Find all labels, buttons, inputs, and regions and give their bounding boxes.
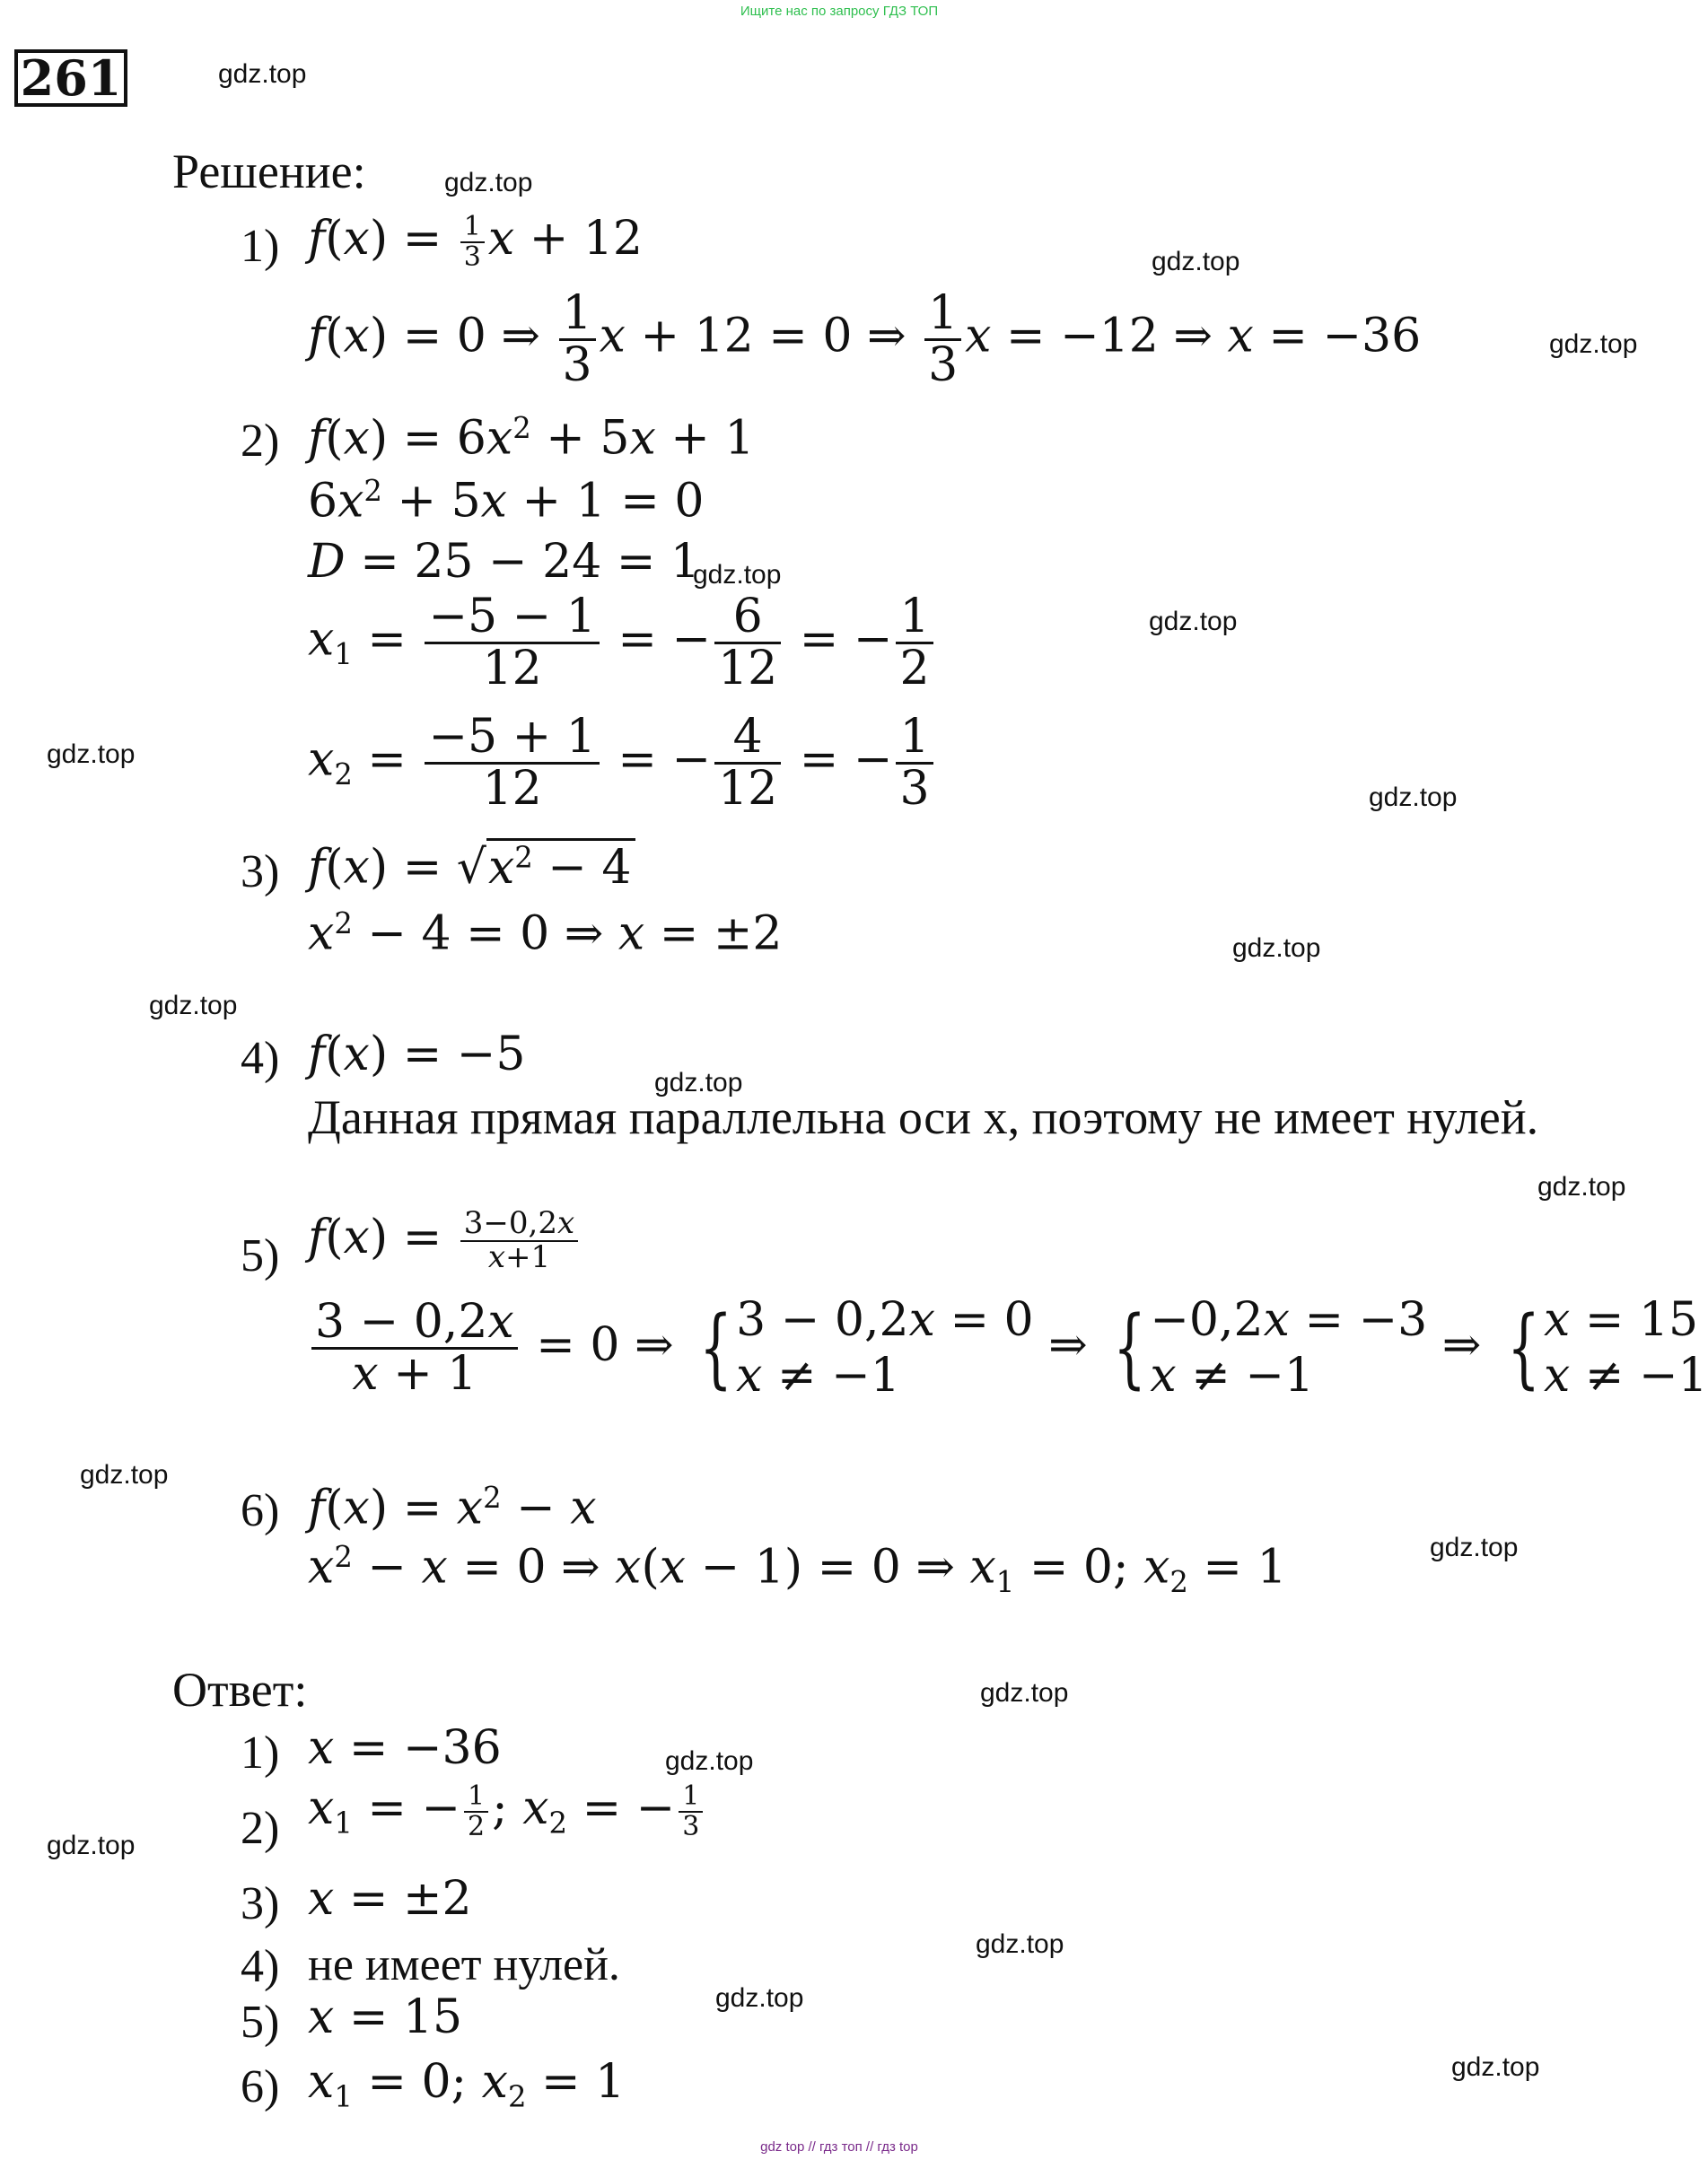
answer-2: $x_1$ = − $\frac{1}{2}$ ; $x_2$ = − $\frac{1}{3}$ — [308, 1781, 706, 1841]
item-3-solution: $x^2 - 4 = 0$ ⇒ x = ±2 — [308, 906, 783, 961]
watermark: gdz.top — [47, 739, 136, 769]
answer-5-number: 5) — [241, 1997, 280, 2048]
watermark: gdz.top — [1451, 2052, 1540, 2082]
item-2-root-1: $x_1$ = $\frac{-5 - 1}{12}$ = − $\frac{6}{12}$ = − $\frac{1}{2}$ — [308, 592, 937, 693]
item-4-text: Данная прямая параллельна оси x, поэтому не имеет нулей. — [308, 1090, 1539, 1144]
bottom-banner: gdz top // гдз топ // гдз top — [760, 2139, 918, 2155]
watermark: gdz.top — [1430, 1533, 1519, 1562]
item-2-discriminant: D = 25 − 24 = 1 — [308, 535, 701, 589]
item-2-function: $f(x) = 6x^2 + 5x + 1$ — [308, 411, 755, 466]
watermark: gdz.top — [1549, 329, 1638, 359]
answer-6-number: 6) — [241, 2061, 280, 2112]
watermark: gdz.top — [1149, 607, 1238, 636]
answer-4: не имеет нулей. — [308, 1939, 620, 1990]
item-5-solution: $\frac{3 - 0,2x}{x + 1}$ = 0 ⇒ {3 − 0,2x = 0 x ≠ −1 ⇒ {−0,2x = −3 x ≠ −1 ⇒ {x = 15 x ≠ −1 — [308, 1292, 1708, 1404]
answer-4-number: 4) — [241, 1941, 280, 1992]
watermark: gdz.top — [1232, 933, 1321, 963]
answer-6: $x_1 = 0$; $x_2 = 1$ — [308, 2055, 626, 2114]
item-3-number: 3) — [241, 846, 280, 897]
watermark: gdz.top — [444, 168, 533, 197]
item-5-number: 5) — [241, 1230, 280, 1281]
item-2-equation: $6x^2 + 5x + 1 = 0$ — [308, 474, 705, 529]
item-3-function: $f(x) = √x^2 - 4$ — [308, 840, 635, 895]
answer-5: x = 15 — [308, 1990, 463, 2044]
watermark: gdz.top — [149, 991, 238, 1020]
watermark: gdz.top — [1152, 247, 1240, 276]
answer-heading: Ответ: — [172, 1663, 308, 1717]
watermark: gdz.top — [665, 1746, 754, 1776]
answer-2-number: 2) — [241, 1803, 280, 1854]
watermark: gdz.top — [1369, 783, 1458, 812]
watermark: gdz.top — [218, 59, 307, 89]
task-number: 261 — [14, 49, 127, 107]
solution-heading: Решение: — [172, 144, 366, 198]
answer-3-number: 3) — [241, 1878, 280, 1929]
watermark: gdz.top — [980, 1678, 1069, 1708]
watermark: gdz.top — [693, 560, 782, 590]
item-1-number: 1) — [241, 221, 280, 272]
item-6-solution: $x^2 - x = 0$ ⇒ x(x − 1) = 0 ⇒ $x_1 = 0$; $x_2 = 1$ — [308, 1540, 1287, 1600]
item-1-function: f(x) = $\frac{1}{3}$ x + 12 — [308, 211, 644, 273]
answer-1-number: 1) — [241, 1727, 280, 1779]
answer-3: x = ±2 — [308, 1872, 472, 1926]
item-6-number: 6) — [241, 1485, 280, 1536]
watermark: gdz.top — [47, 1831, 136, 1860]
watermark: gdz.top — [80, 1460, 169, 1490]
watermark: gdz.top — [715, 1983, 804, 2013]
item-2-number: 2) — [241, 415, 280, 467]
watermark: gdz.top — [654, 1068, 743, 1097]
watermark: gdz.top — [976, 1929, 1064, 1959]
item-1-solution: f(x) = 0 ⇒ $\frac{1}{3}$ x + 12 = 0 ⇒ $\frac{1}{3}$ x = −12 ⇒ x = −36 — [308, 286, 1422, 392]
watermark: gdz.top — [1537, 1172, 1626, 1202]
answer-1: x = −36 — [308, 1721, 502, 1775]
item-2-root-2: $x_2$ = $\frac{-5 + 1}{12}$ = − $\frac{4}{12}$ = − $\frac{1}{3}$ — [308, 713, 937, 813]
item-4-function: f(x) = −5 — [308, 1028, 526, 1081]
top-banner: Ищите нас по запросу ГДЗ ТОП — [740, 4, 939, 19]
item-6-function: $f(x) = x^2 - x$ — [308, 1481, 597, 1535]
item-4-number: 4) — [241, 1033, 280, 1084]
item-5-function: f(x) = $\frac{3-0,2x}{x+1}$ — [308, 1208, 582, 1273]
